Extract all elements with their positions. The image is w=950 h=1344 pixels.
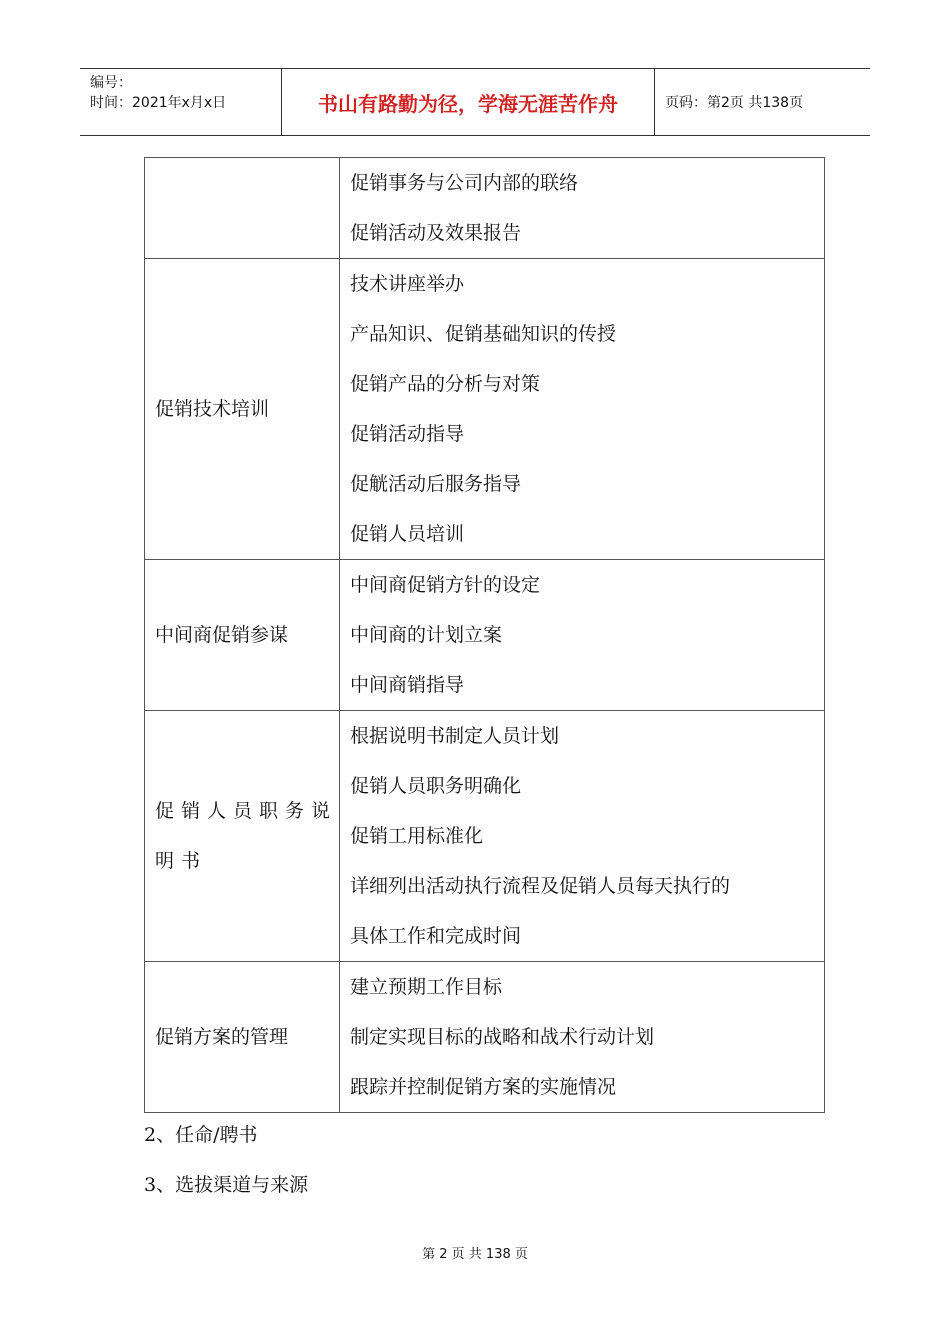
list-item: 技术讲座举办 bbox=[350, 273, 465, 295]
category-line: 促销人员职务说 bbox=[155, 800, 338, 822]
time-label: 时间：2021年x月x日 bbox=[90, 95, 227, 111]
page-footer: 第 2 页 共 138 页 bbox=[422, 1247, 528, 1262]
table-row bbox=[145, 711, 825, 962]
list-item: 根据说明书制定人员计划 bbox=[350, 725, 560, 747]
list-item: 产品知识、促销基础知识的传授 bbox=[350, 323, 617, 345]
items-cell bbox=[340, 259, 825, 560]
list-item: 促销人员职务明确化 bbox=[350, 775, 522, 797]
list-item: 中间商的计划立案 bbox=[350, 624, 503, 646]
page-header bbox=[80, 68, 870, 136]
category-cell: 促销技术培训 bbox=[145, 259, 340, 560]
category-cell: 中间商促销参谋 bbox=[145, 560, 340, 711]
items-cell bbox=[340, 158, 825, 259]
list-item: 详细列出活动执行流程及促销人员每天执行的 bbox=[350, 875, 731, 897]
number-label: 编号： bbox=[90, 75, 132, 91]
items-cell bbox=[340, 962, 825, 1113]
list-item: 促销产品的分析与对策 bbox=[350, 373, 541, 395]
list-item: 中间商促销方针的设定 bbox=[350, 574, 541, 596]
table-row bbox=[145, 560, 825, 711]
table-row bbox=[145, 962, 825, 1113]
category-cell bbox=[145, 158, 340, 259]
category-cell: 促销方案的管理 bbox=[145, 962, 340, 1113]
table-row bbox=[145, 158, 825, 259]
list-item: 促销工用标准化 bbox=[350, 825, 484, 847]
category-line: 明书 bbox=[155, 850, 208, 872]
header-page-info: 页码：第2页 共138页 bbox=[665, 95, 804, 111]
list-item: 促销事务与公司内部的联络 bbox=[350, 172, 579, 194]
list-item: 建立预期工作目标 bbox=[350, 976, 503, 998]
content-table bbox=[144, 157, 825, 1113]
items-cell bbox=[340, 560, 825, 711]
list-item: 促销活动及效果报告 bbox=[350, 222, 522, 244]
category-cell bbox=[145, 711, 340, 962]
list-item: 中间商销指导 bbox=[350, 674, 465, 696]
header-motto: 书山有路勤为径，学海无涯苦作舟 bbox=[282, 69, 655, 135]
header-meta bbox=[80, 69, 282, 135]
list-item: 具体工作和完成时间 bbox=[350, 925, 522, 947]
table-row bbox=[145, 259, 825, 560]
paragraph-selection: 3、选拔渠道与来源 bbox=[144, 1174, 309, 1196]
list-item: 制定实现目标的战略和战术行动计划 bbox=[350, 1026, 655, 1048]
paragraph-appointment: 2、任命/聘书 bbox=[144, 1124, 258, 1146]
list-item: 促觥活动后服务指导 bbox=[350, 473, 522, 495]
items-cell bbox=[340, 711, 825, 962]
list-item: 促销活动指导 bbox=[350, 423, 465, 445]
list-item: 促销人员培训 bbox=[350, 523, 465, 545]
list-item: 跟踪并控制促销方案的实施情况 bbox=[350, 1076, 617, 1098]
